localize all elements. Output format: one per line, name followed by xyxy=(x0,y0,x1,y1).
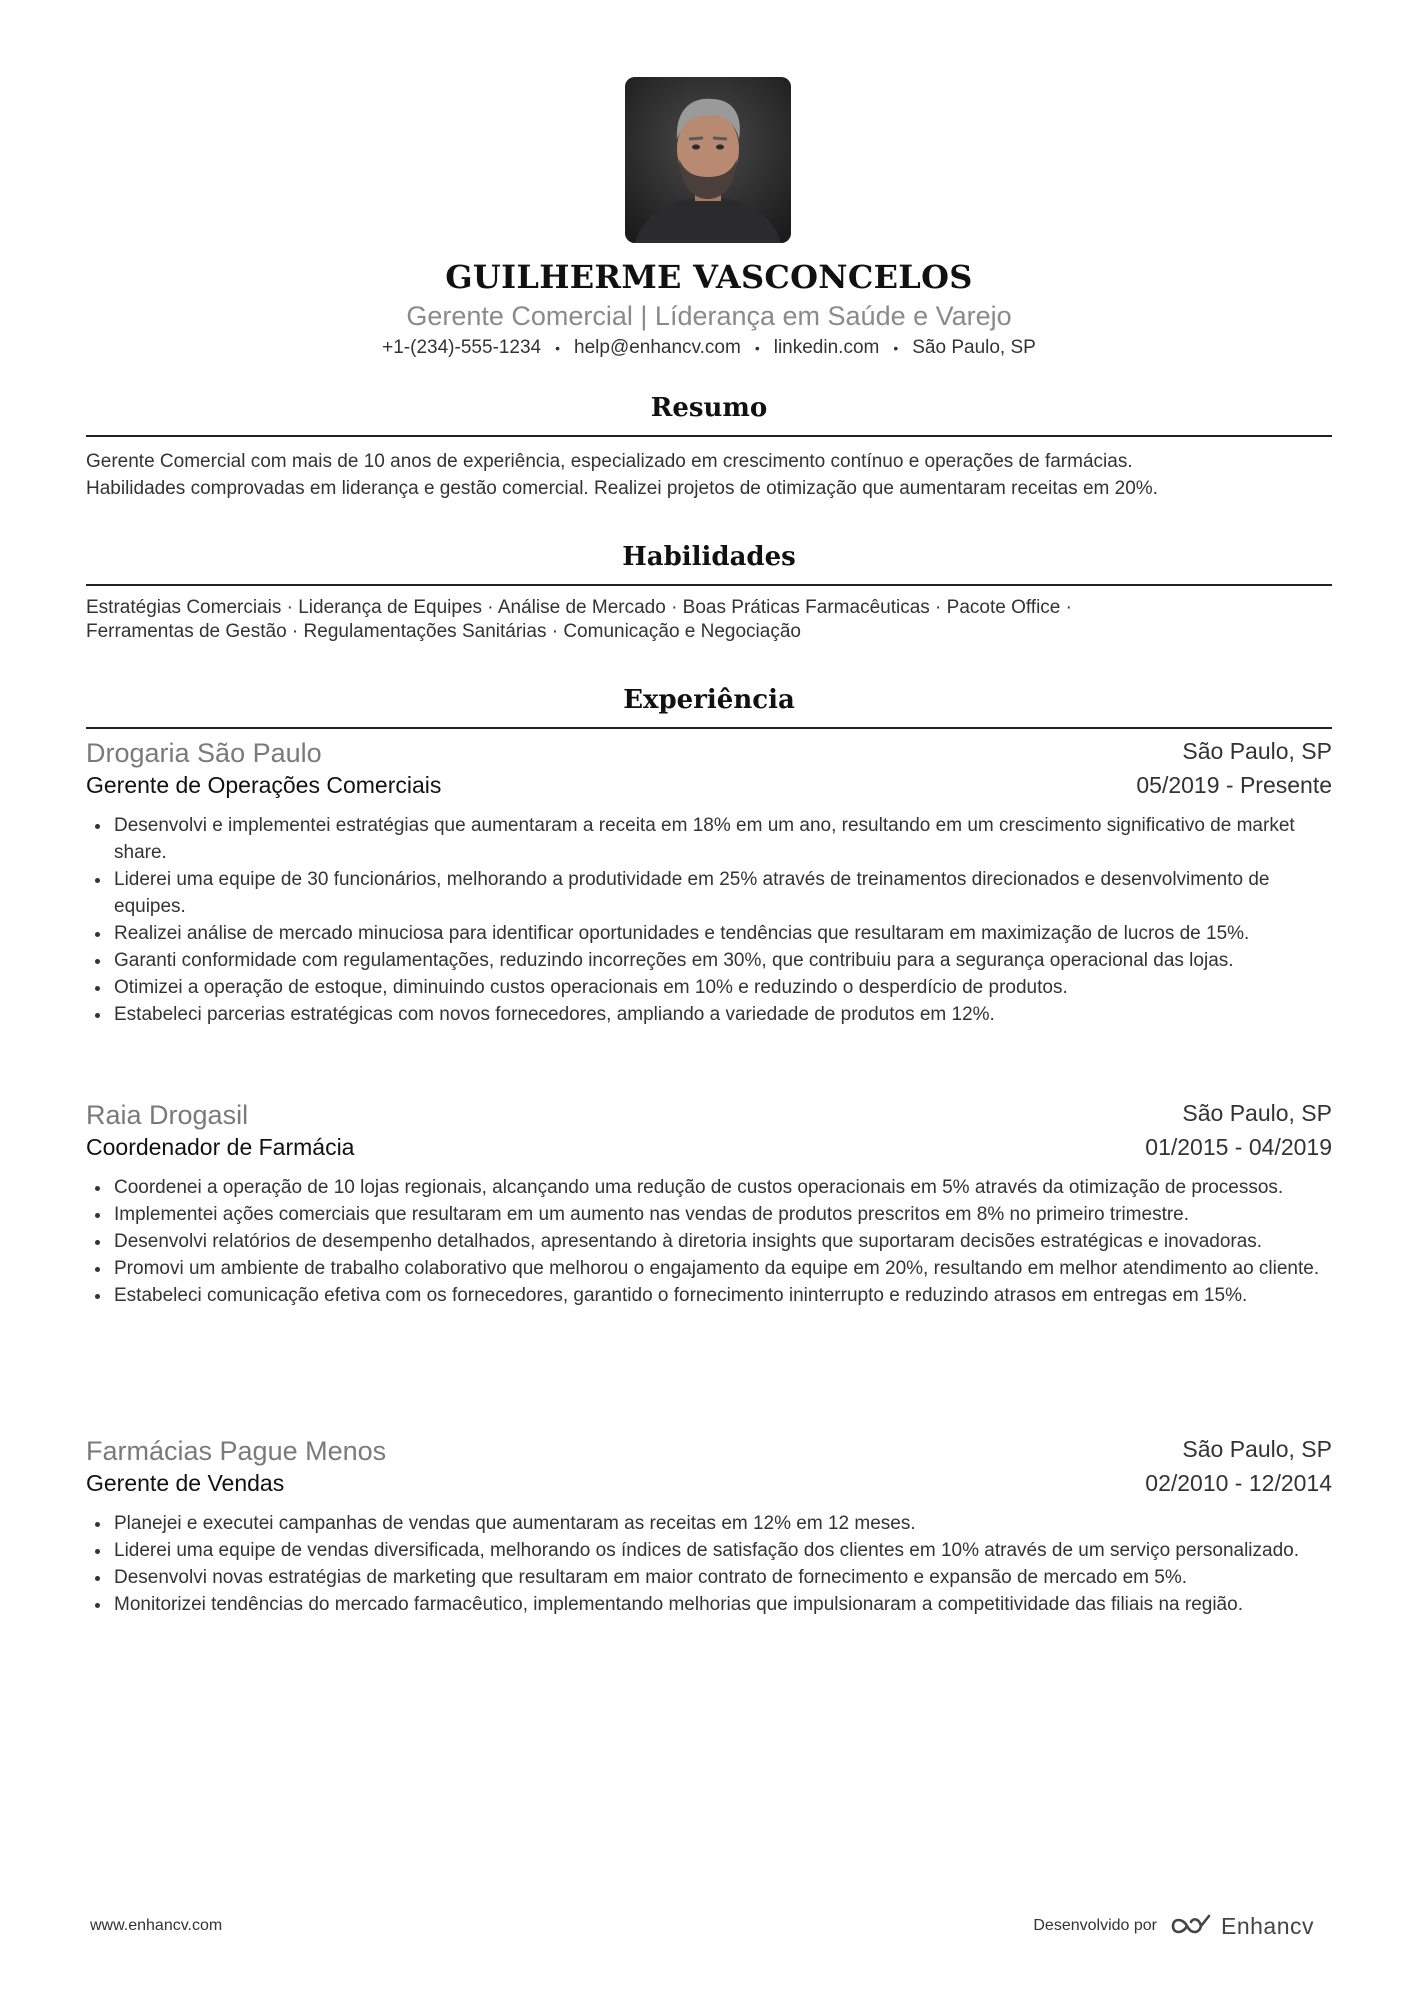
contact-separator: • xyxy=(893,339,899,356)
experience-entry xyxy=(86,738,1332,1028)
list-item: Garanti conformidade com regulamentações, reduzindo incorreções em 30%, que contribuiu para a segurança operacional das lojas. xyxy=(86,947,1332,974)
section-divider xyxy=(86,435,1332,437)
section-divider xyxy=(86,584,1332,586)
skills-list xyxy=(86,596,1332,644)
skills-line: Estratégias Comerciais · Liderança de Equipes · Análise de Mercado · Boas Práticas Farmacêuticas · Pacote Office · xyxy=(86,597,1072,618)
job-role: Gerente de Operações Comerciais xyxy=(86,772,442,798)
contact-email[interactable]: help@enhancv.com xyxy=(574,337,741,358)
contact-phone[interactable]: +1-(234)-555-1234 xyxy=(382,337,542,358)
list-item: Coordenei a operação de 10 lojas regionais, alcançando uma redução de custos operacionais em 5% através da otimização de processos. xyxy=(86,1174,1332,1201)
footer-branding xyxy=(1033,1908,1314,1944)
portrait-photo-icon xyxy=(625,77,791,243)
contact-location: São Paulo, SP xyxy=(912,337,1036,358)
job-location: São Paulo, SP xyxy=(1182,1100,1332,1126)
skills-line: Ferramentas de Gestão · Regulamentações Sanitárias · Comunicação e Negociação xyxy=(86,621,801,642)
contact-line xyxy=(86,337,1332,359)
company-name: Drogaria São Paulo xyxy=(86,738,322,768)
candidate-headline: Gerente Comercial | Líderança em Saúde e Varejo xyxy=(406,301,1012,331)
footer-brand-name[interactable]: Enhancv xyxy=(1220,1912,1314,1939)
list-item: Realizei análise de mercado minuciosa para identificar oportunidades e tendências que resultaram em maximização de lucros de 15%. xyxy=(86,920,1332,947)
job-role: Coordenador de Farmácia xyxy=(86,1134,355,1160)
list-item: Otimizei a operação de estoque, diminuindo custos operacionais em 10% e reduzindo o desperdício de produtos. xyxy=(86,974,1332,1001)
company-name: Raia Drogasil xyxy=(86,1100,249,1130)
summary-line: Gerente Comercial com mais de 10 anos de experiência, especializado em crescimento contínuo e operações de farmácias. xyxy=(86,451,1133,472)
contact-linkedin[interactable]: linkedin.com xyxy=(773,337,880,358)
list-item: Liderei uma equipe de vendas diversificada, melhorando os índices de satisfação dos clientes em 10% através de um serviço personalizado. xyxy=(86,1537,1332,1564)
job-bullets xyxy=(86,1174,1332,1309)
job-dates: 01/2015 - 04/2019 xyxy=(1145,1134,1332,1160)
footer-website-link[interactable]: www.enhancv.com xyxy=(90,1917,223,1934)
section-divider xyxy=(86,727,1332,729)
experience-entry xyxy=(86,1100,1332,1309)
list-item: Estabeleci parcerias estratégicas com novos fornecedores, ampliando a variedade de produtos em 12%. xyxy=(86,1001,1332,1028)
list-item: Implementei ações comerciais que resultaram em um aumento nas vendas de produtos prescritos em 8% no primeiro trimestre. xyxy=(86,1201,1332,1228)
summary-line: Habilidades comprovadas em liderança e gestão comercial. Realizei projetos de otimização que aumentaram receitas em 20%. xyxy=(86,478,1158,499)
company-name: Farmácias Pague Menos xyxy=(86,1436,387,1466)
list-item: Liderei uma equipe de 30 funcionários, melhorando a produtividade em 25% através de treinamentos direcionados e desenvolvimento de equipes. xyxy=(86,866,1332,920)
job-bullets xyxy=(86,1510,1332,1618)
resume-page xyxy=(86,0,1332,1995)
list-item: Desenvolvi e implementei estratégias que aumentaram a receita em 18% em um ano, resultando em um crescimento significativo de market share. xyxy=(86,812,1332,866)
experience-entry xyxy=(86,1436,1332,1618)
list-item: Desenvolvi relatórios de desempenho detalhados, apresentando à diretoria insights que suportaram decisões estratégicas e inovadoras. xyxy=(86,1228,1332,1255)
job-role: Gerente de Vendas xyxy=(86,1470,285,1496)
contact-separator: • xyxy=(555,339,561,356)
list-item: Promovi um ambiente de trabalho colaborativo que melhorou o engajamento da equipe em 20%, resultando em melhor atendimento ao cliente. xyxy=(86,1255,1332,1282)
candidate-name: GUILHERME VASCONCELOS xyxy=(445,258,973,296)
summary-text xyxy=(86,448,1332,502)
list-item: Desenvolvi novas estratégias de marketing que resultaram em maior contrato de fornecimento e expansão de mercado em 5%. xyxy=(86,1564,1332,1591)
contact-separator: • xyxy=(754,339,760,356)
list-item: Planejei e executei campanhas de vendas que aumentaram as receitas em 12% em 12 meses. xyxy=(86,1510,1332,1537)
profile-photo xyxy=(625,77,791,243)
job-location: São Paulo, SP xyxy=(1182,1436,1332,1462)
list-item: Monitorizei tendências do mercado farmacêutico, implementando melhorias que impulsionaram a competitividade das filiais na região. xyxy=(86,1591,1332,1618)
job-dates: 02/2010 - 12/2014 xyxy=(1145,1470,1332,1496)
section-title-skills: Habilidades xyxy=(622,542,796,572)
job-location: São Paulo, SP xyxy=(1182,738,1332,764)
footer-powered-by: Desenvolvido por xyxy=(1033,1917,1157,1934)
enhancv-logo-icon xyxy=(1169,1913,1215,1939)
job-bullets xyxy=(86,812,1332,1028)
list-item: Estabeleci comunicação efetiva com os fornecedores, garantido o fornecimento ininterrupto e reduzindo atrasos em entregas em 15%. xyxy=(86,1282,1332,1309)
section-title-summary: Resumo xyxy=(650,393,768,423)
section-title-experience: Experiência xyxy=(623,685,795,715)
job-dates: 05/2019 - Presente xyxy=(1136,772,1332,798)
